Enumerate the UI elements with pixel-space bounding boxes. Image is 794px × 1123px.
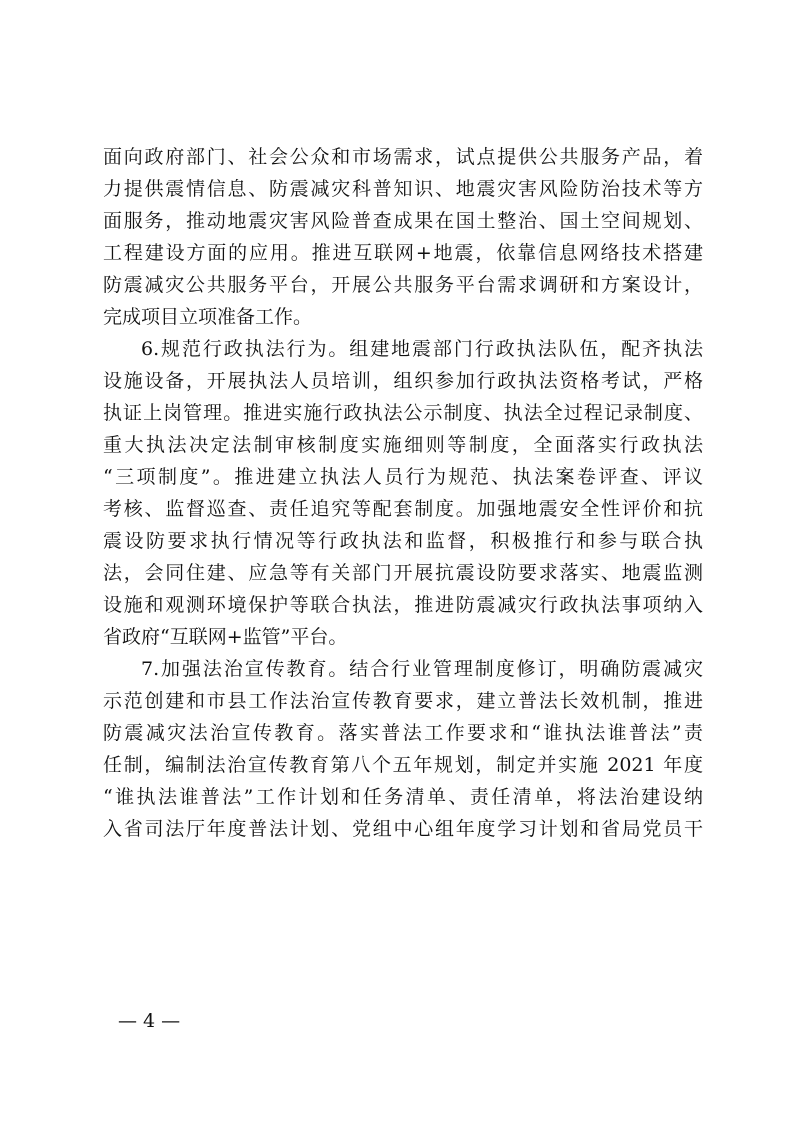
text-line: 任制，编制法治宣传教育第八个五年规划，制定并实施 2021 年度 [103,754,703,776]
text-line: 设施和观测环境保护等联合执法，推进防震减灾行政执法事项纳入 [103,594,703,616]
text-line: 震设防要求执行情况等行政执法和监督，积极推行和参与联合执 [103,530,703,552]
text-line: 执证上岗管理。推进实施行政执法公示制度、执法全过程记录制度、 [103,402,703,424]
text-line: 示范创建和市县工作法治宣传教育要求，建立普法长效机制，推进 [103,690,703,712]
text-line: 法，会同住建、应急等有关部门开展抗震设防要求落实、地震监测 [103,562,703,584]
text-line: 考核、监督巡查、责任追究等配套制度。加强地震安全性评价和抗 [103,498,703,520]
text-line: 6.规范行政执法行为。组建地震部门行政执法队伍，配齐执法 [141,338,703,360]
text-line: 重大执法决定法制审核制度实施细则等制度，全面落实行政执法 [103,434,703,456]
paragraph [103,333,703,653]
text-line: 完成项目立项准备工作。 [103,306,313,328]
text-line: 7.加强法治宣传教育。结合行业管理制度修订，明确防震减灾 [141,658,703,680]
text-line: 工程建设方面的应用。推进互联网+地震，依靠信息网络技术搭建 [103,242,703,264]
paragraph [103,141,703,333]
text-line: 省政府“互联网+监管”平台。 [103,626,348,648]
page-number: — 4 — [118,1010,181,1032]
text-line: 设施设备，开展执法人员培训，组织参加行政执法资格考试，严格 [103,370,703,392]
text-line: 面向政府部门、社会公众和市场需求，试点提供公共服务产品，着 [103,146,703,168]
text-line: 防震减灾法治宣传教育。落实普法工作要求和“谁执法谁普法”责 [103,722,703,744]
text-line: “三项制度”。推进建立执法人员行为规范、执法案卷评查、评议 [103,466,703,488]
text-line: 入省司法厅年度普法计划、党组中心组年度学习计划和省局党员干 [103,818,703,840]
text-line: 力提供震情信息、防震减灾科普知识、地震灾害风险防治技术等方 [103,178,703,200]
text-line: 面服务，推动地震灾害风险普查成果在国土整治、国土空间规划、 [103,210,703,232]
text-line: 防震减灾公共服务平台，开展公共服务平台需求调研和方案设计， [103,274,703,296]
body-text [103,141,703,845]
paragraph [103,653,703,845]
text-line: “谁执法谁普法”工作计划和任务清单、责任清单，将法治建设纳 [103,786,703,808]
